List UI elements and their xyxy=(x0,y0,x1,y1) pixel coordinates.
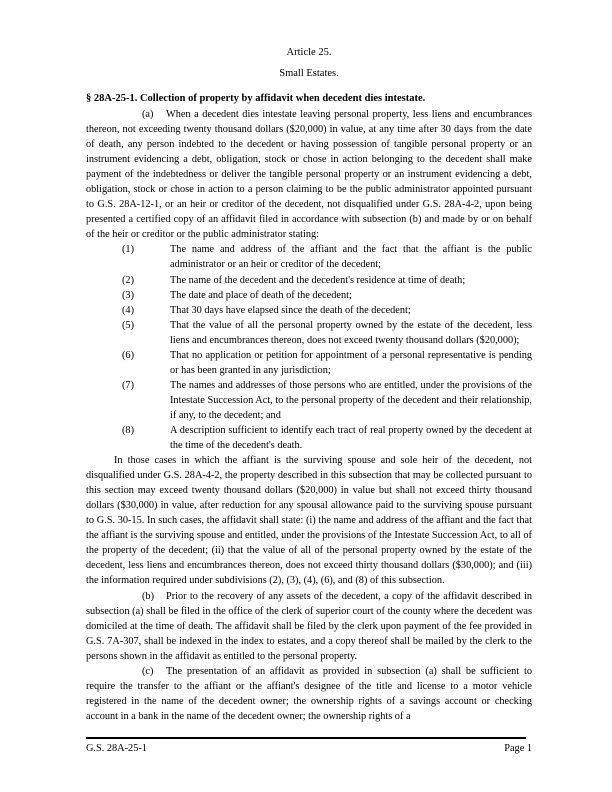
list-item xyxy=(86,318,532,348)
subsection-c-paragraph xyxy=(86,664,532,724)
list-item-number: (4) xyxy=(122,304,135,316)
footer-citation: G.S. 28A-25-1 xyxy=(86,743,147,754)
subsection-c-text: The presentation of an affidavit as provided in subsection (a) shall be sufficient to require the transfer to the affiant or the affiant's designee of the title and license to a motor vehicle registered in the name of the decedent owner; the ownership rights of a savings account or checking account in a bank in the name of the decedent owner; the ownership rights of a xyxy=(86,665,532,722)
subsection-b-paragraph xyxy=(86,589,532,664)
section-title: § 28A-25-1. Collection of property by affidavit when decedent dies intestate. xyxy=(86,93,426,104)
list-item xyxy=(86,378,532,423)
page-footer xyxy=(86,742,532,756)
list-item xyxy=(86,303,532,318)
list-item-text: The name and address of the affiant and the fact that the affiant is the public administrator or an heir or creditor of the decedent; xyxy=(170,244,532,271)
list-item xyxy=(86,348,532,378)
list-item-text: A description sufficient to identify each tract of real property owned by the decedent at the time of the decedent's death. xyxy=(170,424,532,452)
list-item-text: The date and place of death of the decedent; xyxy=(170,289,352,301)
list-item-text: The names and addresses of those persons who are entitled, under the provisions of the Intestate Succession Act, to the personal property of the decedent and their relationship, if any, to the decedent; and xyxy=(170,379,532,421)
affidavit-items-list xyxy=(86,242,532,453)
list-item-number: (6) xyxy=(122,349,135,361)
surviving-spouse-paragraph: In those cases in which the affiant is the surviving spouse and sole heir of the decedent, not disqualified under G.S. 28A-4-2, the property described in this subsection that may be collected pursuant to this section may exceed twenty thousand dollars ($20,000) in value but shall not exceed thirty thousand dollars ($30,000) in value, after reduction for any spousal allowance paid to the surviving spouse pursuant to G.S. 30-15. In such cases, the affidavit shall state: (i) the name and address of the affiant and the fact that the affiant is the surviving spouse and entitled, under the provisions of the Intestate Succession Act, to all of the property of the decedent; (ii) that the value of all of the personal property owned by the estate of the decedent, less liens and encumbrances thereon, does not exceed thirty thousand dollars ($30,000); and (iii) the information required under subdivisions (2), (3), (4), (6), and (8) of this subsection. xyxy=(86,455,532,587)
list-item-text: That 30 days have elapsed since the death of the decedent; xyxy=(170,304,411,316)
footer-divider xyxy=(86,737,526,739)
footer-page-number: Page 1 xyxy=(504,743,532,754)
list-item-text: That no application or petition for appointment of a personal representative is pending or has been granted in any jurisdiction; xyxy=(170,349,532,376)
list-item xyxy=(86,242,532,272)
list-item-number: (1) xyxy=(122,244,135,256)
subsection-b-label: (b) xyxy=(142,590,155,602)
subsection-b-text: Prior to the recovery of any assets of the decedent, a copy of the affidavit described in subsection (a) shall be filed in the office of the clerk of superior court of the county where the decedent was domiciled at the time of death. The affidavit shall be filed by the clerk upon payment of the fee provided in G.S. 7A-307, shall be indexed in the index to estates, and a copy thereof shall be mailed by the clerk to the persons shown in the affidavit as entitled to the personal property. xyxy=(86,590,532,662)
list-item-text: That the value of all the personal property owned by the estate of the decedent, less liens and encumbrances thereon, does not exceed twenty thousand dollars ($20,000); xyxy=(170,319,532,346)
list-item-number: (5) xyxy=(122,319,135,331)
list-item-number: (8) xyxy=(122,424,135,436)
list-item-number: (2) xyxy=(122,274,135,286)
subsection-a-text: When a decedent dies intestate leaving personal property, less liens and encumbrances thereon, not exceeding twenty thousand dollars ($20,000) in value, at any time after 30 days from the date of death, any person indebted to the decedent or having possession of tangible personal property or an instrument evidencing a debt, obligation, stock or chose in action belonging to the decedent shall make payment of the indebtedness or deliver the tangible personal property or an instrument evidencing a debt, obligation, stock or chose in action to a person claiming to be the public administrator appointed pursuant to G.S. 28A-12-1, or an heir or creditor of the decedent, not disqualified under G.S. 28A-4-2, upon being presented a certified copy of an affidavit filed in accordance with subsection (b) and made by or on behalf of the heir or creditor or the public administrator stating: xyxy=(86,109,532,241)
subsection-c-label: (c) xyxy=(142,665,154,677)
subsection-a-label: (a) xyxy=(142,109,154,120)
list-item xyxy=(86,273,532,288)
article-heading: Article 25. xyxy=(286,47,332,58)
list-item-number: (7) xyxy=(122,379,135,391)
list-item xyxy=(86,423,532,453)
subsection-a-paragraph xyxy=(86,107,532,242)
list-item-text: The name of the decedent and the decedent's residence at time of death; xyxy=(170,274,466,286)
list-item xyxy=(86,288,532,303)
list-item-number: (3) xyxy=(122,289,135,301)
page-content xyxy=(86,44,532,724)
article-subheading: Small Estates. xyxy=(279,68,339,79)
